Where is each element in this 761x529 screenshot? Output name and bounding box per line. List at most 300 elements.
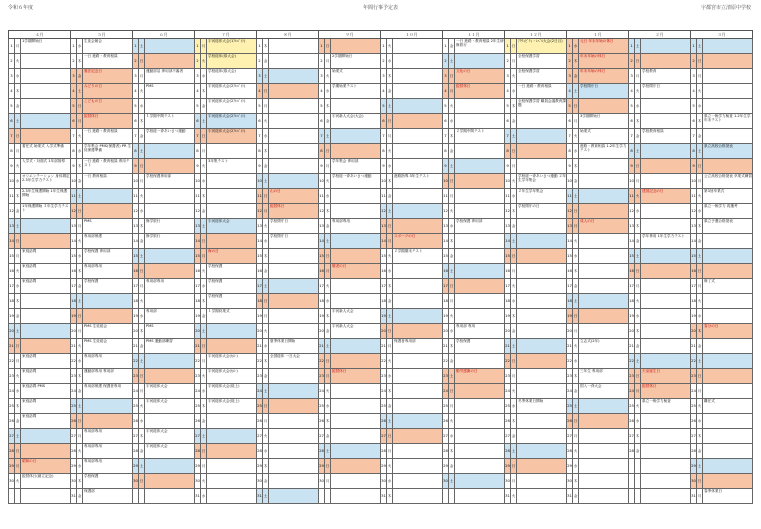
weekday: 木 [511,204,517,219]
day-number: 27 [505,429,511,444]
weekday: 土 [139,144,145,159]
weekday: 水 [263,234,269,249]
event-cell [517,354,567,369]
event-cell [145,159,195,174]
weekday: 月 [635,174,641,189]
day-number: 1 [195,39,201,54]
event-cell [145,204,195,219]
day-number: 16 [505,264,511,279]
weekday: 木 [697,219,703,234]
weekday: 木 [635,324,641,339]
weekday: 月 [635,69,641,84]
day-number: 18 [567,294,573,309]
event-cell: 春季休業日 [703,489,753,504]
event-cell: 家庭訪問 [21,354,71,369]
fiscal-year: 令和６年度 [8,5,34,11]
event-cell [207,444,257,459]
event-cell: 三年生 専用部 [579,369,629,384]
event-cell: 全校保護学習 職員会議教育課題 [517,99,567,114]
event-cell: 保護部 [83,489,133,504]
weekday: 土 [263,279,269,294]
weekday: 水 [573,144,579,159]
event-cell: 振替休日 [455,84,505,99]
day-number: 29 [257,459,263,474]
day-number: 17 [505,279,511,294]
weekday: 火 [325,279,331,294]
day-number: 16 [9,264,15,279]
day-number: 14 [195,234,201,249]
day-number: 8 [505,144,511,159]
event-cell [145,294,195,309]
weekday: 木 [449,234,455,249]
event-cell: 学校教育 [641,69,691,84]
weekday: 水 [77,39,83,54]
event-cell: 年末年始の休日 [579,69,629,84]
weekday: 月 [697,384,703,399]
event-cell [207,429,257,444]
weekday: 火 [263,219,269,234]
day-number: 15 [195,249,201,264]
event-cell [703,39,753,54]
day-number: 13 [629,219,635,234]
event-cell [331,144,381,159]
event-cell [83,414,133,429]
weekday: 水 [77,459,83,474]
day-number: 30 [319,474,325,489]
weekday: 日 [511,144,517,159]
weekday: 木 [77,369,83,384]
weekday: 月 [77,324,83,339]
event-cell [641,114,691,129]
weekday: 木 [511,309,517,324]
weekday: 火 [387,249,393,264]
event-cell [207,144,257,159]
day-number: 18 [505,294,511,309]
event-cell [145,354,195,369]
day-number: 10 [691,174,697,189]
weekday: 日 [263,189,269,204]
event-cell [393,99,443,114]
day-number: 29 [195,459,201,474]
month-header: ３月 [691,31,753,39]
event-cell [393,369,443,384]
event-cell: 宇河総体大会(2ｱﾙﾊﾞｲﾄ) [207,99,257,114]
day-number: 3 [9,69,15,84]
event-cell [83,189,133,204]
weekday: 月 [573,324,579,339]
day-number: 13 [9,219,15,234]
weekday: 金 [697,234,703,249]
month-header: １２月 [505,31,567,39]
weekday: 水 [387,159,393,174]
table-row [9,234,753,249]
weekday: 日 [139,369,145,384]
event-cell [579,414,629,429]
day-number: 27 [443,429,449,444]
event-cell [455,459,505,474]
event-cell [641,339,691,354]
weekday: 月 [573,114,579,129]
event-cell: 学校総一斉あいさつ運動 ２年生学年集会 [517,174,567,189]
weekday: 日 [697,474,703,489]
weekday: 日 [573,414,579,429]
weekday: 土 [325,234,331,249]
weekday: 金 [325,114,331,129]
event-cell [579,324,629,339]
event-cell [517,129,567,144]
event-cell: 宇河総体大会 [145,429,195,444]
day-number: 29 [691,459,697,474]
weekday: 日 [139,264,145,279]
day-number: 26 [9,414,15,429]
weekday: 水 [325,84,331,99]
event-cell [393,294,443,309]
weekday: 日 [325,249,331,264]
day-number: 29 [381,459,387,474]
event-cell [207,489,257,504]
event-cell [21,219,71,234]
day-number: 18 [9,294,15,309]
day-number: 3 [195,69,201,84]
event-cell: 敬老の日 [331,264,381,279]
day-number: 6 [443,114,449,129]
weekday: 木 [139,114,145,129]
event-cell [703,459,753,474]
day-number: 2 [9,54,15,69]
event-cell [269,459,319,474]
weekday: 火 [697,399,703,414]
day-number: 25 [381,399,387,414]
weekday: 火 [511,489,517,504]
event-cell [145,99,195,114]
weekday: 火 [325,69,331,84]
weekday: 月 [15,249,21,264]
event-cell [455,234,505,249]
event-cell [455,444,505,459]
weekday: 日 [139,54,145,69]
day-number: 28 [9,444,15,459]
weekday: 土 [325,444,331,459]
day-number: 8 [443,144,449,159]
day-number: 26 [133,414,139,429]
weekday: 月 [697,279,703,294]
day-number: 25 [71,399,77,414]
weekday: 土 [77,294,83,309]
event-cell: 学校閉庁日 [641,84,691,99]
day-number: 28 [381,444,387,459]
day-number: 29 [443,459,449,474]
event-cell: 1学期開始日 [21,39,71,54]
day-number: 31 [505,489,511,504]
weekday: 水 [201,489,207,504]
event-cell [455,159,505,174]
day-number: 5 [257,99,263,114]
day-number: 23 [567,369,573,384]
weekday: 木 [263,459,269,474]
weekday: 火 [15,159,21,174]
event-cell: 振替休日 [331,369,381,384]
day-number: 1 [505,39,511,54]
day-number: 12 [629,204,635,219]
table-row [9,84,753,99]
event-cell [145,189,195,204]
event-cell [641,219,691,234]
weekday: 月 [15,459,21,474]
weekday: 日 [697,369,703,384]
event-cell: 家庭訪問 [21,279,71,294]
day-number: 10 [629,174,635,189]
weekday: 月 [511,54,517,69]
event-cell: 春分の日 [703,324,753,339]
weekday: 土 [511,129,517,144]
weekday: 金 [511,324,517,339]
weekday: 水 [139,204,145,219]
event-cell [455,384,505,399]
event-cell [21,429,71,444]
weekday: 木 [263,354,269,369]
weekday: 水 [201,69,207,84]
weekday: 木 [635,429,641,444]
event-cell [145,39,195,54]
event-cell [455,144,505,159]
day-number: 2 [71,54,77,69]
month-header: ８月 [257,31,319,39]
day-number: 25 [257,399,263,414]
event-cell [331,294,381,309]
day-number: 5 [691,99,697,114]
weekday: 月 [263,309,269,324]
event-cell: 一日 教育相談 [83,174,133,189]
day-number: 7 [319,129,325,144]
day-number: 8 [629,144,635,159]
day-number: 3 [443,69,449,84]
weekday: 日 [697,264,703,279]
event-cell: 学年集会 専用部 [331,159,381,174]
day-number: 5 [195,99,201,114]
weekday: 水 [15,69,21,84]
day-number: 24 [195,384,201,399]
event-cell [455,489,505,504]
event-cell [145,144,195,159]
weekday: 木 [15,84,21,99]
event-cell [517,159,567,174]
weekday: 月 [263,204,269,219]
weekday: 月 [77,219,83,234]
weekday: 金 [15,99,21,114]
weekday: 木 [573,474,579,489]
event-cell: 学校閉庁日 [269,234,319,249]
day-number: 29 [133,459,139,474]
day-number: 23 [505,369,511,384]
weekday: 金 [15,309,21,324]
event-cell [641,474,691,489]
day-number: 21 [195,339,201,354]
day-number: 9 [567,159,573,174]
day-number: 23 [381,369,387,384]
event-cell [331,129,381,144]
day-number: 2 [133,54,139,69]
weekday: 日 [635,369,641,384]
day-number: 1 [567,39,573,54]
event-cell: 振替休日(創立記念) [21,474,71,489]
weekday: 金 [139,129,145,144]
event-cell [207,414,257,429]
day-number: 21 [567,339,573,354]
event-cell: 専用部専用 [83,444,133,459]
day-number: 27 [319,429,325,444]
event-cell: 3年集テスト [207,159,257,174]
weekday: 火 [697,84,703,99]
event-cell [393,444,443,459]
day-number: 15 [9,249,15,264]
day-number: 6 [691,114,697,129]
weekday: 日 [635,264,641,279]
weekday: 水 [325,189,331,204]
event-cell [21,54,71,69]
day-number: 22 [195,354,201,369]
weekday: 火 [77,234,83,249]
event-cell: 専用部専用 [83,354,133,369]
event-cell [641,174,691,189]
event-cell [517,444,567,459]
weekday: 土 [263,489,269,504]
event-cell: 全校保護学習 [517,69,567,84]
weekday: 土 [139,39,145,54]
weekday: 土 [201,324,207,339]
weekday: 水 [77,144,83,159]
event-cell: 宇河総体大会(ｶﾇｰ) [207,354,257,369]
event-cell: スポーツの日 [393,234,443,249]
event-cell [393,219,443,234]
table-row [9,39,753,54]
weekday: 土 [635,39,641,54]
day-number: 12 [319,204,325,219]
weekday: 土 [697,39,703,54]
day-number: 10 [443,174,449,189]
weekday: 火 [325,174,331,189]
day-number: 11 [443,189,449,204]
event-cell: 着任式 始業式 入学式準備 [21,144,71,159]
day-number: 30 [9,474,15,489]
weekday: 土 [635,249,641,264]
weekday: 木 [77,264,83,279]
weekday: 水 [511,84,517,99]
day-number: 4 [195,84,201,99]
table-row [9,249,753,264]
event-cell [393,279,443,294]
day-number: 14 [257,234,263,249]
event-cell [579,294,629,309]
table-row [9,114,753,129]
weekday: 土 [387,414,393,429]
day-number: 14 [9,234,15,249]
table-row [9,144,753,159]
event-cell [331,399,381,414]
month-header: ９月 [319,31,381,39]
weekday: 火 [449,204,455,219]
table-row [9,99,753,114]
day-number: 27 [9,429,15,444]
event-cell [393,489,443,504]
page-header [0,0,761,12]
weekday: 月 [139,69,145,84]
weekday: 土 [449,474,455,489]
weekday: 水 [263,444,269,459]
day-number: 6 [257,114,263,129]
day-number: 1 [9,39,15,54]
weekday: 日 [449,174,455,189]
event-cell [641,144,691,159]
day-number: 26 [195,414,201,429]
table-row [9,459,753,474]
weekday: 土 [573,84,579,99]
event-cell: 振替休日 [83,114,133,129]
event-cell [455,204,505,219]
weekday: 月 [201,39,207,54]
day-number: 3 [319,69,325,84]
event-cell: 家庭訪問 [21,414,71,429]
weekday: 日 [635,54,641,69]
weekday: 土 [77,399,83,414]
event-cell [517,264,567,279]
event-cell: 学校総一斉あいさつ運動 [145,129,195,144]
day-number: 28 [567,444,573,459]
table-row [9,129,753,144]
event-cell: 専用部専用 [83,459,133,474]
day-number: 20 [71,324,77,339]
day-number: 27 [629,429,635,444]
event-cell: 一日 進路・教育相談 専用テスト [83,159,133,174]
event-cell: 進路・教育相談 1.2年生学力テスト [579,144,629,159]
weekday: 金 [325,219,331,234]
day-number: 26 [381,414,387,429]
day-number: 9 [257,159,263,174]
day-number: 18 [133,294,139,309]
day-number: 23 [9,369,15,384]
weekday: 日 [325,144,331,159]
weekday: 土 [15,114,21,129]
weekday: 月 [139,279,145,294]
day-number: 15 [133,249,139,264]
day-number: 28 [71,444,77,459]
event-cell: 保護者専用部 [393,339,443,354]
day-number: 15 [381,249,387,264]
table-row [9,264,753,279]
table-row [9,324,753,339]
weekday: 火 [635,84,641,99]
event-cell [703,234,753,249]
event-cell [455,174,505,189]
day-number: 19 [629,309,635,324]
weekday: 火 [15,264,21,279]
day-number: 2 [443,54,449,69]
day-number: 31 [71,489,77,504]
day-number: 24 [257,384,263,399]
weekday: 日 [263,399,269,414]
event-cell [83,204,133,219]
event-cell [641,39,691,54]
day-number: 2 [691,54,697,69]
weekday: 水 [697,414,703,429]
day-number: 11 [195,189,201,204]
day-number: 13 [133,219,139,234]
weekday: 金 [201,414,207,429]
weekday: 月 [325,159,331,174]
weekday: 金 [15,204,21,219]
day-number: 6 [505,114,511,129]
day-number: 29 [567,459,573,474]
day-number: 6 [133,114,139,129]
